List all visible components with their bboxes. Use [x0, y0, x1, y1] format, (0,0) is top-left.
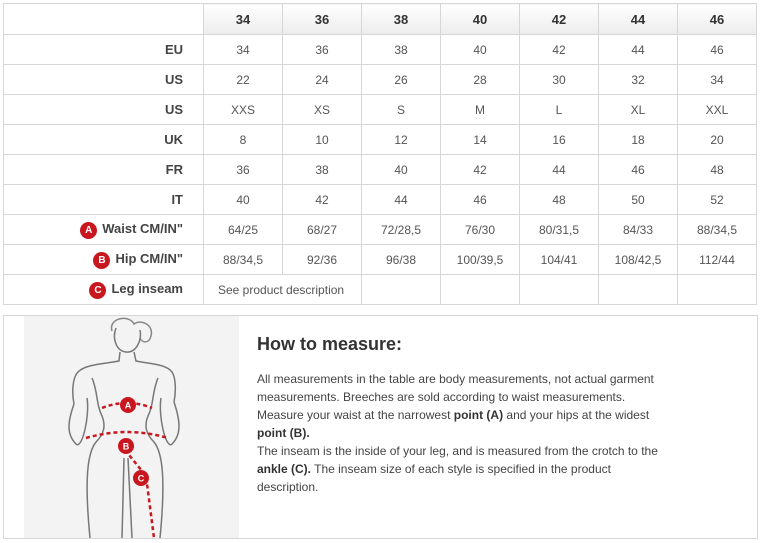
size-value-cell: 36 [204, 155, 283, 185]
row-label: Waist CM/IN" [102, 220, 183, 236]
row-label-cell [4, 215, 204, 245]
inner-right-leg-outline [128, 458, 132, 538]
measure-marker-icon: B [93, 252, 110, 269]
size-value-cell: 38 [283, 155, 362, 185]
table-header-row [4, 4, 757, 35]
row-label: US [164, 72, 183, 87]
size-value-cell: 52 [678, 185, 757, 215]
body-text-segment: The inseam is the inside of your leg, and is measured from the crotch to the [257, 444, 658, 458]
row-label-cell [4, 155, 204, 185]
size-value-cell: 50 [599, 185, 678, 215]
marker-a [120, 397, 136, 413]
size-value-cell: 96/38 [362, 245, 441, 275]
size-value-cell: 10 [283, 125, 362, 155]
size-value-cell: 46 [599, 155, 678, 185]
inner-left-leg-outline [122, 458, 124, 538]
row-label-cell [4, 125, 204, 155]
size-value-cell: 14 [441, 125, 520, 155]
size-value-cell: 68/27 [283, 215, 362, 245]
table-row [4, 215, 757, 245]
size-value-cell: L [520, 95, 599, 125]
header-corner-cell [4, 4, 204, 35]
size-value-cell: 112/44 [678, 245, 757, 275]
size-value-cell: 48 [520, 185, 599, 215]
size-header-cell: 40 [441, 4, 520, 35]
empty-cell [441, 275, 520, 305]
table-row [4, 245, 757, 275]
table-row [4, 65, 757, 95]
svg-text:B: B [122, 441, 130, 452]
size-table-body [4, 35, 757, 305]
size-value-cell: 42 [283, 185, 362, 215]
empty-cell [678, 275, 757, 305]
size-value-cell: 36 [283, 35, 362, 65]
size-header-cell: 46 [678, 4, 757, 35]
size-header-cell: 38 [362, 4, 441, 35]
row-label-cell [4, 95, 204, 125]
marker-c [133, 470, 149, 486]
hip-measure-line [86, 432, 168, 438]
size-value-cell: XXS [204, 95, 283, 125]
size-value-cell: 28 [441, 65, 520, 95]
size-value-cell: 16 [520, 125, 599, 155]
size-value-cell: 18 [599, 125, 678, 155]
size-value-cell: 32 [599, 65, 678, 95]
svg-text:C: C [137, 473, 145, 484]
left-torso-outline [87, 378, 104, 538]
measure-marker-icon: C [89, 282, 106, 299]
head-outline [114, 328, 140, 352]
size-value-cell: 44 [362, 185, 441, 215]
row-label-cell [4, 35, 204, 65]
size-value-cell: 30 [520, 65, 599, 95]
hair-outline [111, 318, 151, 341]
row-label: FR [165, 162, 183, 177]
row-label-cell [4, 275, 204, 305]
how-to-measure-text [257, 334, 667, 496]
left-arm-outline [69, 398, 88, 445]
size-value-cell: XL [599, 95, 678, 125]
row-label: Hip CM/IN" [115, 250, 183, 266]
measurement-figure [24, 316, 239, 538]
row-label: Leg inseam [111, 280, 183, 296]
size-value-cell: 12 [362, 125, 441, 155]
table-row [4, 185, 757, 215]
table-row [4, 155, 757, 185]
size-value-cell: 22 [204, 65, 283, 95]
size-value-cell: 42 [441, 155, 520, 185]
point-a-emphasis: point (A) [453, 408, 504, 422]
size-value-cell: 48 [678, 155, 757, 185]
row-label-cell [4, 65, 204, 95]
size-value-cell: 44 [520, 155, 599, 185]
size-header-cell: 34 [204, 4, 283, 35]
size-value-cell: 88/34,5 [678, 215, 757, 245]
size-value-cell: 40 [362, 155, 441, 185]
how-to-measure-body [257, 370, 667, 496]
size-value-cell: 42 [520, 35, 599, 65]
size-value-cell: 76/30 [441, 215, 520, 245]
size-header-cell: 44 [599, 4, 678, 35]
point-b-emphasis: point (B). [257, 426, 310, 440]
table-row [4, 125, 757, 155]
measure-marker-icon: A [80, 222, 97, 239]
size-value-cell: 84/33 [599, 215, 678, 245]
table-row-leg-inseam [4, 275, 757, 305]
right-shoulder-outline [134, 352, 175, 402]
empty-cell [520, 275, 599, 305]
size-value-cell: 34 [678, 65, 757, 95]
size-value-cell: XS [283, 95, 362, 125]
body-text-segment: and your hips at the widest [503, 408, 650, 422]
how-to-measure-panel [3, 315, 758, 539]
size-value-cell: 44 [599, 35, 678, 65]
size-value-cell: 72/28,5 [362, 215, 441, 245]
size-value-cell: 8 [204, 125, 283, 155]
size-value-cell: 20 [678, 125, 757, 155]
size-value-cell: 88/34,5 [204, 245, 283, 275]
size-value-cell: 80/31,5 [520, 215, 599, 245]
size-value-cell: M [441, 95, 520, 125]
size-value-cell: 104/41 [520, 245, 599, 275]
size-header-cell: 42 [520, 4, 599, 35]
size-value-cell: 64/25 [204, 215, 283, 245]
size-value-cell: 34 [204, 35, 283, 65]
marker-b [118, 438, 134, 454]
size-header-cell: 36 [283, 4, 362, 35]
size-value-cell: S [362, 95, 441, 125]
empty-cell [362, 275, 441, 305]
row-label: UK [164, 132, 183, 147]
size-value-cell: 26 [362, 65, 441, 95]
body-text-segment: All measurements in the table are body measurements, not actual garment measurements. Breeches are sold according to waist measurements. Measure your waist at the narrowest [257, 372, 654, 422]
size-value-cell: 46 [441, 185, 520, 215]
body-text-segment: The inseam size of each style is specified in the product description. [257, 462, 611, 494]
empty-cell [599, 275, 678, 305]
table-row [4, 35, 757, 65]
inseam-description-cell: See product description [204, 275, 362, 305]
row-label: IT [171, 192, 183, 207]
row-label-cell [4, 185, 204, 215]
how-to-measure-title: How to measure: [257, 334, 403, 354]
size-value-cell: 38 [362, 35, 441, 65]
body-silhouette-illustration [24, 316, 239, 538]
row-label: US [164, 102, 183, 117]
svg-text:A: A [124, 400, 132, 411]
size-value-cell: 24 [283, 65, 362, 95]
size-value-cell: 46 [678, 35, 757, 65]
size-value-cell: 108/42,5 [599, 245, 678, 275]
size-value-cell: XXL [678, 95, 757, 125]
size-chart-table [3, 3, 757, 305]
size-value-cell: 40 [204, 185, 283, 215]
ankle-c-emphasis: ankle (C). [257, 462, 312, 476]
row-label-cell [4, 245, 204, 275]
table-row [4, 95, 757, 125]
row-label: EU [164, 42, 183, 57]
size-value-cell: 92/36 [283, 245, 362, 275]
size-value-cell: 100/39,5 [441, 245, 520, 275]
size-value-cell: 40 [441, 35, 520, 65]
